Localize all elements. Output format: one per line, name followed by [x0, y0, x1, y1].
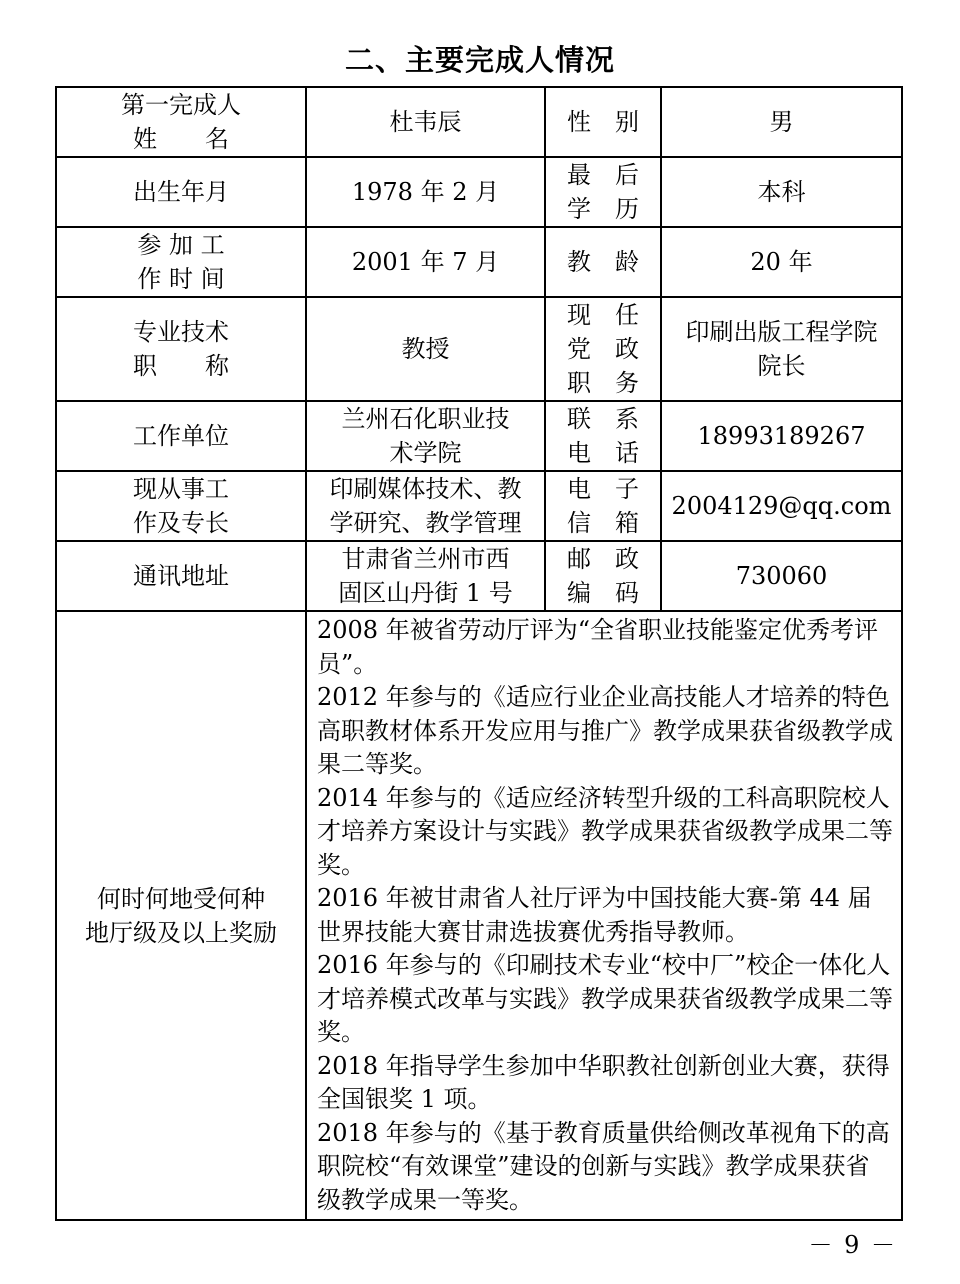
label-cell	[56, 157, 306, 227]
phone-label: 联 系 电 话	[567, 405, 639, 467]
label-cell	[545, 401, 661, 471]
label-cell	[56, 401, 306, 471]
award-item: 2016 年被甘肃省人社厅评为中国技能大赛-第 44 届世界技能大赛甘肃选拔赛优秀指导教师。	[317, 884, 872, 946]
address-label: 通讯地址	[133, 562, 229, 590]
table-row-address	[56, 541, 902, 611]
table-row-name	[56, 87, 902, 157]
email-label: 电 子 信 箱	[567, 475, 639, 537]
gender-value: 男	[661, 87, 902, 157]
label-cell	[545, 227, 661, 297]
specialty-value: 印刷媒体技术、教 学研究、教学管理	[306, 471, 545, 541]
table-row-awards	[56, 611, 902, 1220]
email-value: 2004129@qq.com	[661, 471, 902, 541]
gender-label: 性 别	[567, 108, 639, 136]
employer-value: 兰州石化职业技 术学院	[306, 401, 545, 471]
info-table	[55, 86, 903, 1221]
name-value: 杜韦辰	[306, 87, 545, 157]
awards-label: 何时何地受何种 地厅级及以上奖励	[85, 884, 277, 947]
table-row-work-start	[56, 227, 902, 297]
phone-value: 18993189267	[661, 401, 902, 471]
work-start-label: 参 加 工 作 时 间	[137, 231, 225, 293]
address-value: 甘肃省兰州市西 固区山丹街 1 号	[306, 541, 545, 611]
professional-title-value: 教授	[306, 297, 545, 401]
label-cell	[56, 87, 306, 157]
label-cell	[545, 541, 661, 611]
table-row-title	[56, 297, 902, 401]
teaching-years-value: 20 年	[661, 227, 902, 297]
label-cell	[545, 297, 661, 401]
label-cell	[56, 611, 306, 1220]
table-row-specialty	[56, 471, 902, 541]
birth-label: 出生年月	[133, 178, 229, 206]
postcode-label: 邮 政 编 码	[567, 545, 639, 607]
award-item: 2018 年指导学生参加中华职教社创新创业大赛，获得全国银奖 1 项。	[317, 1051, 890, 1113]
award-item: 2014 年参与的《适应经济转型升级的工科高职院校人才培养方案设计与实践》教学成果获省级教学成果二等奖。	[317, 783, 893, 879]
award-item: 2012 年参与的《适应行业企业高技能人才培养的特色高职教材体系开发应用与推广》教学成果获省级教学成果二等奖。	[317, 683, 893, 778]
birth-value: 1978 年 2 月	[306, 157, 545, 227]
name-label: 第一完成人 姓 名	[121, 91, 241, 153]
award-item: 2018 年参与的《基于教育质量供给侧改革视角下的高职院校“有效课堂”建设的创新与实践》教学成果获省级教学成果一等奖。	[317, 1118, 890, 1214]
employer-label: 工作单位	[133, 422, 229, 450]
label-cell	[56, 297, 306, 401]
teaching-years-label: 教 龄	[567, 248, 639, 276]
label-cell	[545, 157, 661, 227]
award-item: 2008 年被省劳动厅评为“全省职业技能鉴定优秀考评员”。	[317, 616, 878, 678]
label-cell	[56, 541, 306, 611]
awards-list	[306, 611, 902, 1220]
label-cell	[545, 87, 661, 157]
label-cell	[56, 227, 306, 297]
label-cell	[545, 471, 661, 541]
work-start-value: 2001 年 7 月	[306, 227, 545, 297]
education-value: 本科	[661, 157, 902, 227]
table-row-employer	[56, 401, 902, 471]
page-number: － 9 －	[808, 1231, 897, 1259]
professional-title-label: 专业技术 职 称	[133, 318, 229, 380]
position-value: 印刷出版工程学院 院长	[661, 297, 902, 401]
page-title: 二、主要完成人情况	[344, 43, 615, 77]
specialty-label: 现从事工 作及专长	[133, 475, 229, 537]
award-item: 2016 年参与的《印刷技术专业“校中厂”校企一体化人才培养模式改革与实践》教学成果获省级教学成果二等奖。	[317, 951, 893, 1046]
label-cell	[56, 471, 306, 541]
education-label: 最 后 学 历	[567, 161, 639, 223]
position-label: 现 任 党 政 职 务	[567, 301, 639, 397]
table-row-birth	[56, 157, 902, 227]
postcode-value: 730060	[661, 541, 902, 611]
